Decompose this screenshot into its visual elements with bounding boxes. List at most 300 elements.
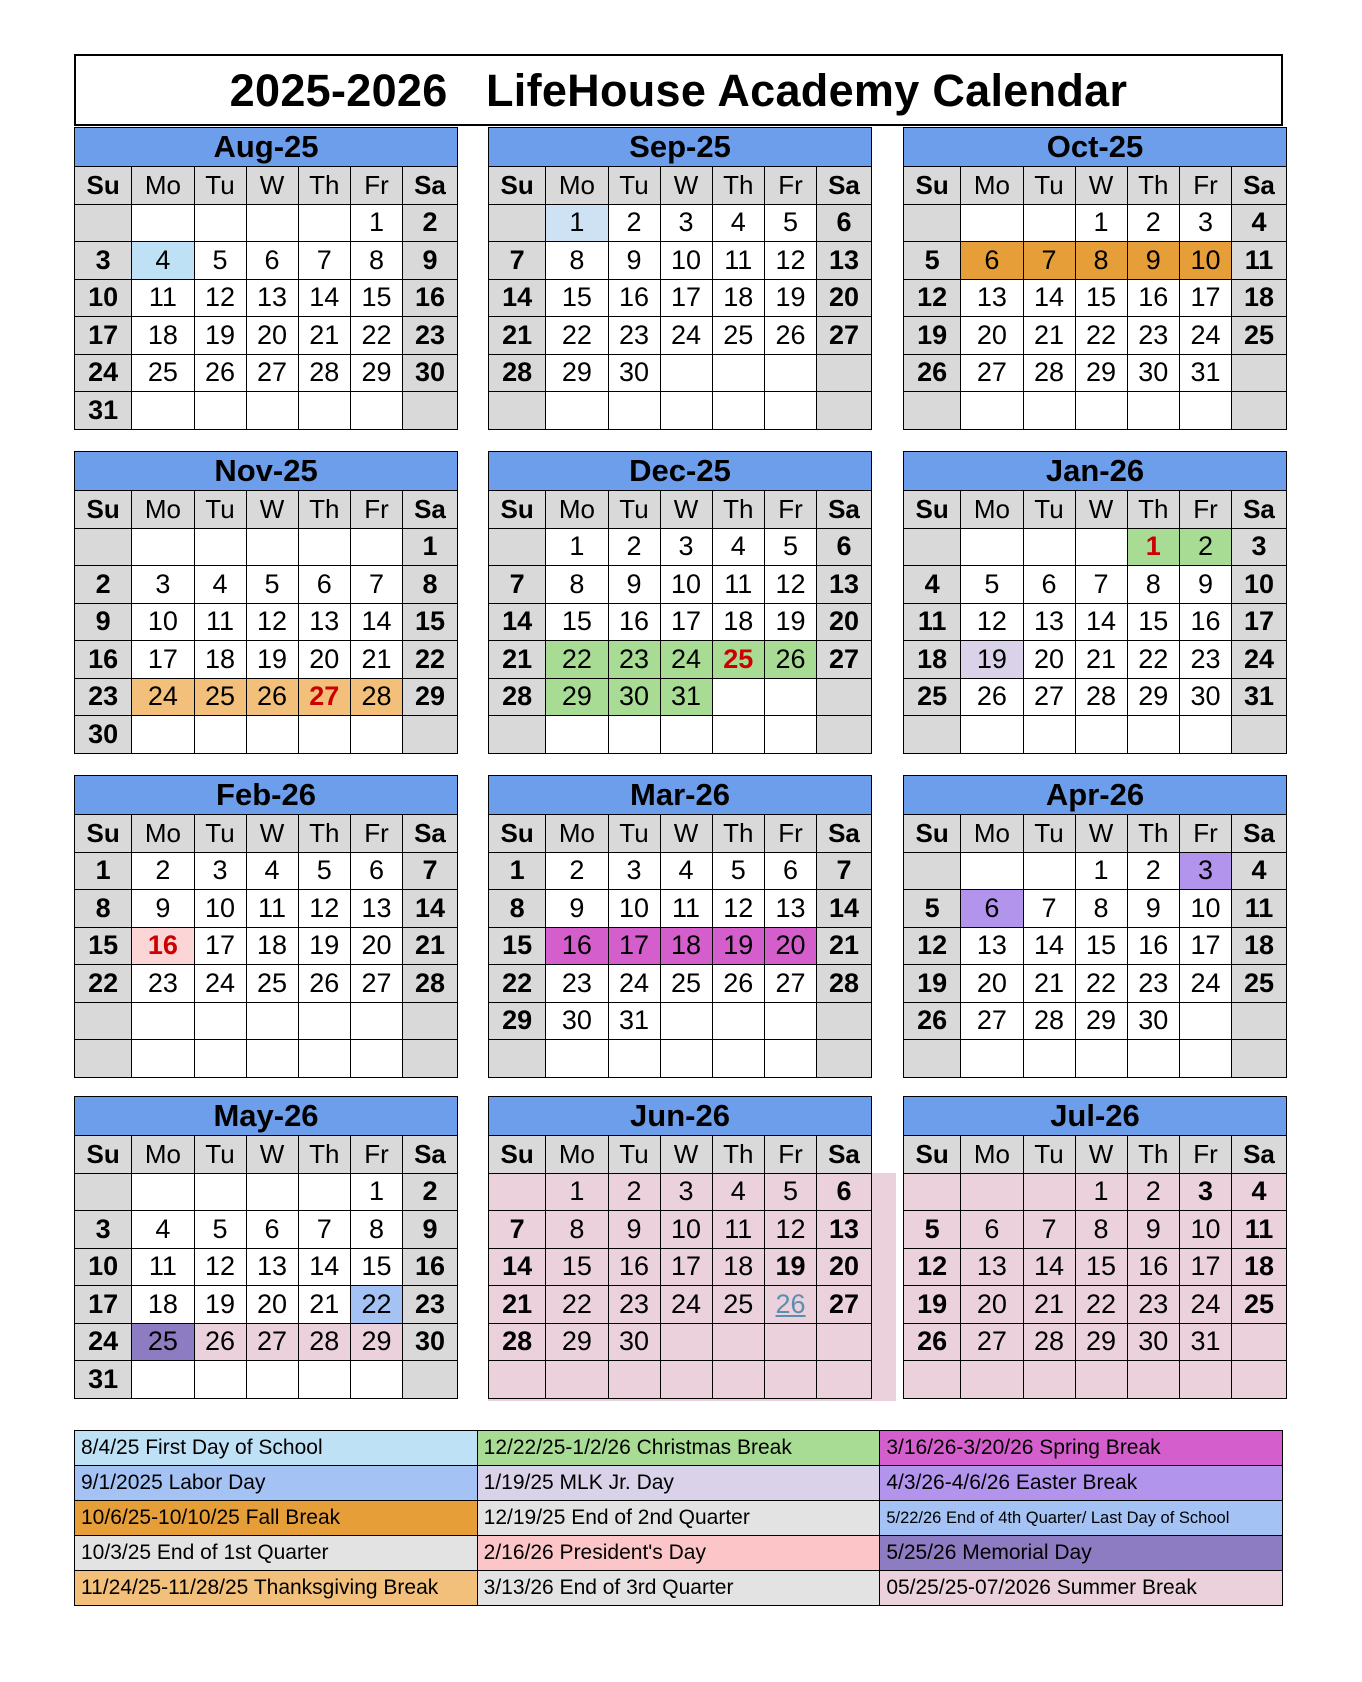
day-cell: 8 <box>1075 890 1127 928</box>
month-sep-25 <box>488 127 872 430</box>
day-cell: 11 <box>1232 242 1287 280</box>
weekday-header: Th <box>1127 491 1180 529</box>
day-cell: 11 <box>132 279 194 317</box>
day-cell: 19 <box>904 1286 961 1324</box>
day-cell: 14 <box>817 890 872 928</box>
day-cell: 9 <box>1127 242 1180 280</box>
weekday-header: W <box>1075 815 1127 853</box>
weekday-header: Sa <box>403 1136 458 1174</box>
empty-cell <box>1075 1040 1127 1078</box>
day-cell: 5 <box>904 1211 961 1249</box>
day-cell: 28 <box>1023 1002 1075 1040</box>
day-cell: 26 <box>765 641 817 679</box>
weekday-header: W <box>246 491 298 529</box>
day-cell: 20 <box>246 317 298 355</box>
day-cell: 7 <box>1023 890 1075 928</box>
day-cell: 22 <box>1127 641 1180 679</box>
empty-cell <box>132 716 194 754</box>
day-cell: 13 <box>817 566 872 604</box>
day-cell: 2 <box>1127 1173 1180 1211</box>
weekday-header: Mo <box>961 815 1023 853</box>
weekday-header: Tu <box>1023 491 1075 529</box>
day-cell: 6 <box>765 852 817 890</box>
weekday-header: Sa <box>1232 491 1287 529</box>
empty-cell <box>298 1002 351 1040</box>
day-cell: 5 <box>765 528 817 566</box>
day-cell: 8 <box>1075 242 1127 280</box>
day-cell: 27 <box>1023 678 1075 716</box>
day-cell: 30 <box>546 1002 608 1040</box>
empty-cell <box>1232 1361 1287 1399</box>
empty-cell <box>132 528 194 566</box>
day-cell: 20 <box>298 641 351 679</box>
day-cell: 3 <box>1180 1173 1232 1211</box>
day-cell: 8 <box>75 890 132 928</box>
day-cell: 27 <box>817 317 872 355</box>
day-cell: 16 <box>75 641 132 679</box>
day-cell: 14 <box>489 603 546 641</box>
day-cell: 6 <box>817 528 872 566</box>
day-cell: 30 <box>1127 1323 1180 1361</box>
empty-cell <box>904 528 961 566</box>
empty-cell <box>608 1040 660 1078</box>
day-cell: 5 <box>904 242 961 280</box>
day-cell: 14 <box>351 603 403 641</box>
month-title: Aug-25 <box>75 128 458 167</box>
day-cell: 22 <box>351 1286 403 1324</box>
weekday-header: Mo <box>961 167 1023 205</box>
weekday-header: Th <box>712 1136 765 1174</box>
empty-cell <box>904 1173 961 1211</box>
day-cell: 23 <box>1127 965 1180 1003</box>
day-cell: 13 <box>1023 603 1075 641</box>
day-cell: 28 <box>817 965 872 1003</box>
day-cell: 4 <box>132 242 194 280</box>
day-cell: 31 <box>1180 354 1232 392</box>
month-title: Jun-26 <box>489 1097 872 1136</box>
day-cell: 28 <box>298 354 351 392</box>
day-cell: 4 <box>904 566 961 604</box>
weekday-header: Su <box>75 815 132 853</box>
day-cell: 13 <box>961 279 1023 317</box>
empty-cell <box>194 392 246 430</box>
weekday-header: Th <box>712 491 765 529</box>
weekday-header: Su <box>75 167 132 205</box>
day-cell: 26 <box>194 1323 246 1361</box>
empty-cell <box>1023 1173 1075 1211</box>
empty-cell <box>546 716 608 754</box>
day-cell: 4 <box>194 566 246 604</box>
day-cell: 27 <box>817 641 872 679</box>
weekday-header: Mo <box>546 1136 608 1174</box>
weekday-header: W <box>660 815 712 853</box>
empty-cell <box>489 1173 546 1211</box>
day-cell: 12 <box>765 1211 817 1249</box>
empty-cell <box>1180 392 1232 430</box>
day-cell: 2 <box>546 852 608 890</box>
day-cell: 20 <box>246 1286 298 1324</box>
legend-item: 05/25/25-07/2026 Summer Break <box>880 1571 1283 1606</box>
legend-item: 3/13/26 End of 3rd Quarter <box>477 1571 880 1606</box>
weekday-header: Sa <box>1232 815 1287 853</box>
day-cell: 3 <box>75 1211 132 1249</box>
day-cell: 10 <box>660 1211 712 1249</box>
month-title: Apr-26 <box>904 776 1287 815</box>
day-cell: 24 <box>1232 641 1287 679</box>
day-cell: 23 <box>403 1286 458 1324</box>
weekday-header: Sa <box>403 167 458 205</box>
day-cell: 1 <box>351 204 403 242</box>
empty-cell <box>817 1002 872 1040</box>
day-cell: 29 <box>546 1323 608 1361</box>
empty-cell <box>765 716 817 754</box>
month-title: Oct-25 <box>904 128 1287 167</box>
day-cell: 23 <box>132 965 194 1003</box>
day-cell: 12 <box>961 603 1023 641</box>
day-cell: 20 <box>961 965 1023 1003</box>
weekday-header: W <box>246 167 298 205</box>
empty-cell <box>1075 716 1127 754</box>
day-cell: 23 <box>546 965 608 1003</box>
day-cell: 28 <box>351 678 403 716</box>
day-cell: 9 <box>546 890 608 928</box>
day-cell: 15 <box>1075 279 1127 317</box>
day-cell: 27 <box>351 965 403 1003</box>
day-cell: 25 <box>132 354 194 392</box>
legend-item: 5/25/26 Memorial Day <box>880 1536 1283 1571</box>
day-cell: 28 <box>298 1323 351 1361</box>
empty-cell <box>132 392 194 430</box>
day-cell: 5 <box>194 242 246 280</box>
day-cell: 5 <box>246 566 298 604</box>
day-cell: 13 <box>817 242 872 280</box>
day-cell: 13 <box>961 1248 1023 1286</box>
empty-cell <box>961 1173 1023 1211</box>
empty-cell <box>1127 1361 1180 1399</box>
day-cell: 11 <box>194 603 246 641</box>
day-cell: 30 <box>75 716 132 754</box>
empty-cell <box>246 716 298 754</box>
weekday-header: Mo <box>132 491 194 529</box>
day-cell: 19 <box>765 279 817 317</box>
day-cell: 17 <box>194 927 246 965</box>
empty-cell <box>1023 1361 1075 1399</box>
month-title: Mar-26 <box>489 776 872 815</box>
empty-cell <box>194 1361 246 1399</box>
day-cell: 19 <box>765 1248 817 1286</box>
weekday-header: Su <box>489 815 546 853</box>
day-cell: 16 <box>1127 927 1180 965</box>
day-cell: 2 <box>1180 528 1232 566</box>
day-cell: 4 <box>1232 1173 1287 1211</box>
day-cell: 9 <box>608 566 660 604</box>
empty-cell <box>194 1040 246 1078</box>
weekday-header: Fr <box>765 491 817 529</box>
day-cell: 3 <box>660 528 712 566</box>
weekday-header: Fr <box>1180 491 1232 529</box>
day-cell: 28 <box>489 678 546 716</box>
month-oct-25 <box>903 127 1287 430</box>
weekday-header: Th <box>1127 1136 1180 1174</box>
month-jul-26 <box>903 1096 1287 1399</box>
day-cell: 26 <box>904 1323 961 1361</box>
day-cell: 22 <box>1075 317 1127 355</box>
day-cell: 21 <box>1023 317 1075 355</box>
month-may-26 <box>74 1096 458 1399</box>
empty-cell <box>403 392 458 430</box>
day-cell: 2 <box>608 1173 660 1211</box>
day-cell: 1 <box>1075 1173 1127 1211</box>
empty-cell <box>817 678 872 716</box>
day-cell: 23 <box>403 317 458 355</box>
weekday-header: Fr <box>351 1136 403 1174</box>
day-cell: 12 <box>194 1248 246 1286</box>
day-cell: 22 <box>75 965 132 1003</box>
month-title: Jul-26 <box>904 1097 1287 1136</box>
empty-cell <box>1180 1040 1232 1078</box>
day-cell: 18 <box>712 1248 765 1286</box>
day-cell: 27 <box>961 1323 1023 1361</box>
day-cell: 14 <box>298 279 351 317</box>
day-cell: 7 <box>489 242 546 280</box>
empty-cell <box>1127 716 1180 754</box>
day-cell: 31 <box>1180 1323 1232 1361</box>
empty-cell <box>712 354 765 392</box>
day-cell: 10 <box>1180 242 1232 280</box>
day-cell: 2 <box>1127 204 1180 242</box>
day-cell: 17 <box>608 927 660 965</box>
day-cell: 10 <box>75 1248 132 1286</box>
weekday-header: Tu <box>608 167 660 205</box>
day-cell: 1 <box>1127 528 1180 566</box>
day-cell: 10 <box>660 566 712 604</box>
day-cell: 16 <box>1127 279 1180 317</box>
empty-cell <box>1023 716 1075 754</box>
empty-cell <box>1023 392 1075 430</box>
empty-cell <box>246 1173 298 1211</box>
empty-cell <box>351 716 403 754</box>
empty-cell <box>660 392 712 430</box>
weekday-header: Tu <box>194 815 246 853</box>
day-cell: 29 <box>1127 678 1180 716</box>
empty-cell <box>246 1040 298 1078</box>
weekday-header: Sa <box>817 1136 872 1174</box>
day-cell: 2 <box>75 566 132 604</box>
day-cell: 24 <box>1180 317 1232 355</box>
empty-cell <box>132 204 194 242</box>
day-cell: 22 <box>546 317 608 355</box>
empty-cell <box>403 1040 458 1078</box>
weekday-header: Mo <box>961 1136 1023 1174</box>
day-cell: 12 <box>765 566 817 604</box>
empty-cell <box>765 678 817 716</box>
day-cell: 27 <box>246 354 298 392</box>
day-cell: 11 <box>1232 890 1287 928</box>
day-cell: 20 <box>1023 641 1075 679</box>
month-title: Feb-26 <box>75 776 458 815</box>
weekday-header: Tu <box>608 1136 660 1174</box>
day-cell: 22 <box>1075 965 1127 1003</box>
day-cell: 8 <box>1127 566 1180 604</box>
legend-item: 2/16/26 President's Day <box>477 1536 880 1571</box>
empty-cell <box>1180 1002 1232 1040</box>
legend-item: 10/6/25-10/10/25 Fall Break <box>75 1501 478 1536</box>
day-cell: 18 <box>712 279 765 317</box>
day-cell: 27 <box>961 354 1023 392</box>
weekday-header: Tu <box>608 815 660 853</box>
day-cell: 19 <box>712 927 765 965</box>
weekday-header: Sa <box>817 167 872 205</box>
day-cell: 8 <box>351 1211 403 1249</box>
day-cell: 17 <box>75 317 132 355</box>
weekday-header: Tu <box>194 1136 246 1174</box>
day-cell: 10 <box>608 890 660 928</box>
day-cell: 17 <box>132 641 194 679</box>
weekday-header: Fr <box>351 491 403 529</box>
day-cell: 1 <box>546 204 608 242</box>
day-cell: 13 <box>961 927 1023 965</box>
day-cell: 8 <box>546 566 608 604</box>
day-cell: 8 <box>546 1211 608 1249</box>
day-cell: 23 <box>1180 641 1232 679</box>
day-cell: 29 <box>1075 1002 1127 1040</box>
day-cell: 3 <box>660 204 712 242</box>
day-cell: 7 <box>817 852 872 890</box>
empty-cell <box>1232 1323 1287 1361</box>
legend-item: 3/16/26-3/20/26 Spring Break <box>880 1431 1283 1466</box>
day-cell: 31 <box>660 678 712 716</box>
day-cell: 13 <box>351 890 403 928</box>
day-cell: 26 <box>765 1286 817 1324</box>
day-cell: 9 <box>403 242 458 280</box>
day-cell: 24 <box>75 354 132 392</box>
day-cell: 27 <box>246 1323 298 1361</box>
day-cell: 18 <box>246 927 298 965</box>
month-title: Jan-26 <box>904 452 1287 491</box>
empty-cell <box>351 1002 403 1040</box>
day-cell: 7 <box>351 566 403 604</box>
empty-cell <box>765 1002 817 1040</box>
weekday-header: W <box>1075 167 1127 205</box>
day-cell: 7 <box>1075 566 1127 604</box>
day-cell: 28 <box>489 354 546 392</box>
day-cell: 26 <box>712 965 765 1003</box>
empty-cell <box>298 1173 351 1211</box>
day-cell: 14 <box>403 890 458 928</box>
month-feb-26 <box>74 775 458 1078</box>
day-cell: 15 <box>351 1248 403 1286</box>
empty-cell <box>1232 1002 1287 1040</box>
weekday-header: W <box>1075 1136 1127 1174</box>
day-cell: 27 <box>817 1286 872 1324</box>
empty-cell <box>1232 716 1287 754</box>
day-cell: 12 <box>904 927 961 965</box>
month-nov-25 <box>74 451 458 754</box>
day-cell: 12 <box>904 279 961 317</box>
day-cell: 15 <box>546 279 608 317</box>
weekday-header: Mo <box>961 491 1023 529</box>
day-cell: 19 <box>904 317 961 355</box>
empty-cell <box>246 1361 298 1399</box>
day-cell: 7 <box>489 566 546 604</box>
weekday-header: W <box>660 491 712 529</box>
day-cell: 6 <box>351 852 403 890</box>
weekday-header: Th <box>712 167 765 205</box>
weekday-header: Su <box>75 1136 132 1174</box>
day-cell: 2 <box>1127 852 1180 890</box>
day-cell: 20 <box>817 603 872 641</box>
empty-cell <box>817 392 872 430</box>
day-cell: 1 <box>351 1173 403 1211</box>
day-cell: 1 <box>75 852 132 890</box>
weekday-header: Th <box>1127 815 1180 853</box>
weekday-header: Mo <box>132 1136 194 1174</box>
weekday-header: W <box>1075 491 1127 529</box>
day-cell: 10 <box>660 242 712 280</box>
day-cell: 1 <box>546 1173 608 1211</box>
empty-cell <box>817 716 872 754</box>
weekday-header: Th <box>298 1136 351 1174</box>
day-cell: 17 <box>1180 279 1232 317</box>
day-cell: 15 <box>403 603 458 641</box>
day-cell: 23 <box>608 317 660 355</box>
day-cell: 27 <box>961 1002 1023 1040</box>
day-cell: 23 <box>608 641 660 679</box>
weekday-header: Su <box>904 815 961 853</box>
day-cell: 7 <box>1023 1211 1075 1249</box>
day-cell: 23 <box>1127 317 1180 355</box>
weekday-header: Su <box>489 1136 546 1174</box>
weekday-header: Sa <box>1232 1136 1287 1174</box>
empty-cell <box>403 1002 458 1040</box>
day-cell: 24 <box>660 641 712 679</box>
empty-cell <box>712 1361 765 1399</box>
day-cell: 8 <box>489 890 546 928</box>
empty-cell <box>660 1040 712 1078</box>
empty-cell <box>608 392 660 430</box>
empty-cell <box>660 1002 712 1040</box>
day-cell: 31 <box>608 1002 660 1040</box>
day-cell: 14 <box>1023 279 1075 317</box>
day-cell: 25 <box>1232 965 1287 1003</box>
day-cell: 8 <box>403 566 458 604</box>
weekday-header: Su <box>904 1136 961 1174</box>
day-cell: 24 <box>660 317 712 355</box>
legend-item: 12/19/25 End of 2nd Quarter <box>477 1501 880 1536</box>
empty-cell <box>1075 392 1127 430</box>
day-cell: 17 <box>1180 1248 1232 1286</box>
day-cell: 31 <box>75 1361 132 1399</box>
legend-item: 5/22/26 End of 4th Quarter/ Last Day of School <box>880 1501 1283 1536</box>
day-cell: 15 <box>1127 603 1180 641</box>
empty-cell <box>904 852 961 890</box>
day-cell: 11 <box>660 890 712 928</box>
day-cell: 5 <box>904 890 961 928</box>
day-cell: 23 <box>1127 1286 1180 1324</box>
day-cell: 16 <box>403 279 458 317</box>
day-cell: 16 <box>403 1248 458 1286</box>
legend-item: 9/1/2025 Labor Day <box>75 1466 478 1501</box>
empty-cell <box>817 1361 872 1399</box>
empty-cell <box>1180 1361 1232 1399</box>
day-cell: 28 <box>1023 1323 1075 1361</box>
day-cell: 2 <box>132 852 194 890</box>
day-cell: 25 <box>712 317 765 355</box>
day-cell: 14 <box>298 1248 351 1286</box>
weekday-header: Th <box>298 815 351 853</box>
day-cell: 4 <box>712 1173 765 1211</box>
day-cell: 7 <box>403 852 458 890</box>
